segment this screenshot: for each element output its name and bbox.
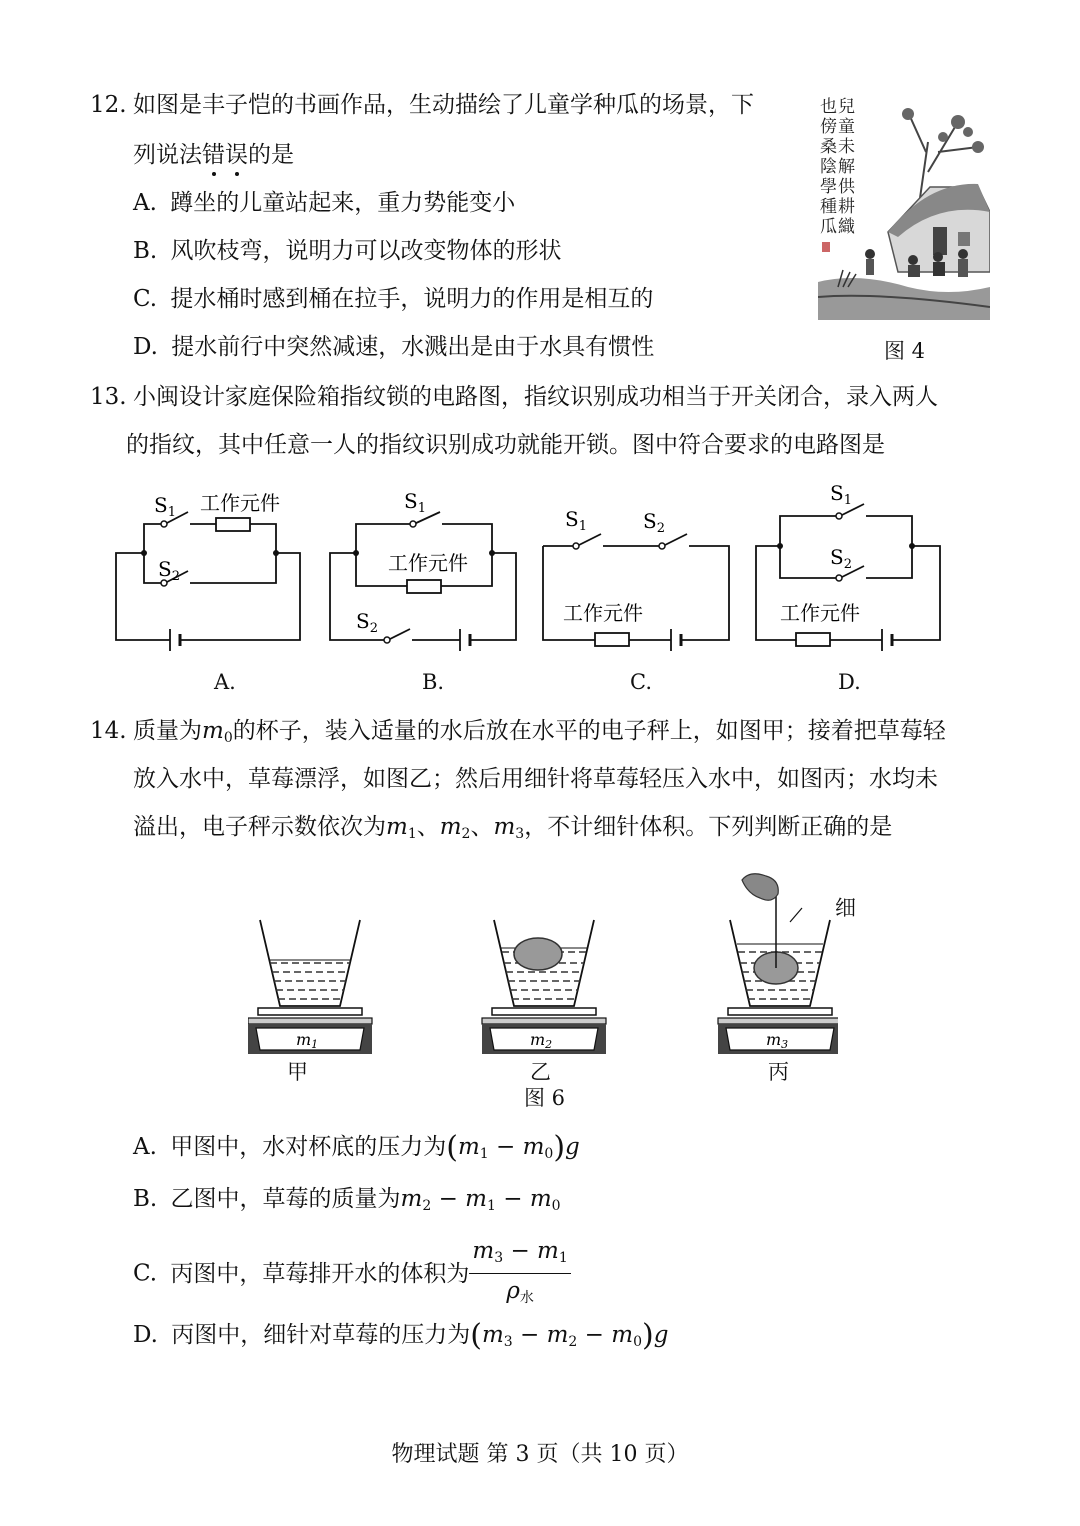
svg-text:未: 未 bbox=[838, 137, 855, 157]
q14-option-c[interactable] bbox=[133, 1238, 571, 1311]
q14-option-d[interactable]: D. 丙图中，细针对草莓的压力为$(m_3 - m_2 - m_0)g$ bbox=[133, 1318, 669, 1353]
var-sub: 水 bbox=[519, 1290, 534, 1306]
option-text: 甲图中，水对杯底的压力为 bbox=[170, 1134, 447, 1160]
circuit-a-label: A. bbox=[214, 670, 236, 694]
svg-text:也: 也 bbox=[820, 97, 837, 117]
var-m: m bbox=[457, 1134, 480, 1160]
option-label: C. bbox=[133, 286, 158, 312]
var-sub: 1 bbox=[558, 1250, 568, 1266]
option-label: A. bbox=[133, 1134, 157, 1160]
var-sub: 0 bbox=[223, 730, 233, 746]
scales-figure bbox=[248, 868, 838, 1083]
option-text: 丙图中，细针对草莓的压力为 bbox=[171, 1322, 471, 1348]
q12-option-d[interactable] bbox=[133, 332, 654, 362]
option-label: B. bbox=[133, 1186, 158, 1212]
minus-sign: − bbox=[584, 1322, 604, 1348]
q14-line3-post: ，不计细针体积。下列判断正确的是 bbox=[524, 814, 893, 840]
q14-figure-caption: 图 6 bbox=[524, 1086, 566, 1110]
var-m1: m bbox=[386, 814, 408, 840]
var-m: m bbox=[400, 1186, 423, 1212]
label-component: 工作元件 bbox=[200, 491, 280, 515]
scale-label-bing: 丙 bbox=[768, 1060, 789, 1084]
svg-text:m1: m1 bbox=[296, 1030, 319, 1051]
q14-option-a[interactable]: A. 甲图中，水对杯底的压力为$(m_1 - m_0)g$ bbox=[133, 1130, 580, 1165]
var-g: g bbox=[653, 1322, 669, 1348]
option-text: 蹲坐的儿童站起来，重力势能变小 bbox=[170, 190, 516, 216]
svg-text:學: 學 bbox=[820, 177, 837, 197]
var-m: m bbox=[472, 1238, 495, 1264]
q12-stem-pre: 列说法 bbox=[133, 142, 202, 168]
svg-text:m2: m2 bbox=[530, 1030, 553, 1051]
var-m: m bbox=[481, 1322, 504, 1348]
var-m: m bbox=[529, 1186, 552, 1212]
svg-text:S1: $S_1$ bbox=[830, 481, 852, 508]
q12-option-b[interactable] bbox=[133, 236, 562, 266]
needle-label: 细 bbox=[835, 896, 856, 920]
svg-text:S1: $S_1$ bbox=[404, 489, 426, 516]
q12-emph-text: 错误 bbox=[202, 142, 248, 168]
circuit-b-label: B. bbox=[422, 670, 445, 694]
svg-text:S2: $S_2$ bbox=[356, 609, 378, 636]
label-s2: $S_2$ bbox=[158, 557, 180, 584]
circuit-c-label: C. bbox=[630, 670, 652, 694]
svg-text:供: 供 bbox=[838, 177, 855, 197]
var-sub: 3 bbox=[494, 1250, 504, 1266]
option-label: D. bbox=[133, 1322, 158, 1348]
svg-text:種: 種 bbox=[820, 197, 837, 217]
q14-option-b[interactable] bbox=[133, 1184, 561, 1221]
option-label: B. bbox=[133, 238, 158, 264]
var-sub: 0 bbox=[551, 1198, 561, 1214]
svg-text:織: 織 bbox=[838, 217, 855, 237]
var-m: m bbox=[611, 1322, 634, 1348]
q14-line3 bbox=[133, 812, 892, 849]
var-sub2: 2 bbox=[461, 826, 471, 842]
var-sub3: 3 bbox=[515, 826, 525, 842]
var-sub: 1 bbox=[486, 1198, 496, 1214]
page-footer: 物理试题 第 3 页（共 10 页） bbox=[391, 1442, 689, 1467]
circuit-d-label: D. bbox=[838, 670, 861, 694]
option-text: 乙图中，草莓的质量为 bbox=[170, 1186, 401, 1212]
option-text: 风吹枝弯，说明力可以改变物体的形状 bbox=[170, 238, 562, 264]
var-sub: 3 bbox=[503, 1334, 513, 1350]
var-rho: ρ bbox=[506, 1278, 520, 1304]
minus-sign: − bbox=[520, 1322, 540, 1348]
q14-line1-post: 的杯子，装入适量的水后放在水平的电子秤上，如图甲；接着把草莓轻 bbox=[232, 718, 946, 744]
q13-number: 13. bbox=[90, 384, 127, 410]
q12-stem-line2 bbox=[133, 140, 294, 170]
q12-number: 12. bbox=[90, 92, 127, 118]
q12-figure-caption: 图 4 bbox=[884, 339, 926, 363]
svg-text:工作元件: 工作元件 bbox=[563, 601, 643, 625]
svg-text:耕: 耕 bbox=[838, 197, 855, 217]
var-sub: 2 bbox=[422, 1198, 432, 1214]
minus-sign: − bbox=[438, 1186, 458, 1212]
var-sub: 0 bbox=[633, 1334, 642, 1350]
var-m3: m bbox=[493, 814, 516, 840]
var-sub1: 1 bbox=[407, 826, 417, 842]
minus-sign: − bbox=[496, 1134, 516, 1160]
option-label: D. bbox=[133, 334, 158, 360]
q12-option-a[interactable] bbox=[133, 188, 515, 218]
var-sub: 0 bbox=[544, 1146, 554, 1162]
scale-label-jia: 甲 bbox=[287, 1060, 308, 1084]
svg-text:解: 解 bbox=[838, 157, 855, 177]
var-m: m bbox=[465, 1186, 487, 1212]
var-m: m bbox=[202, 718, 224, 744]
var-g: g bbox=[565, 1134, 580, 1160]
svg-text:桑: 桑 bbox=[820, 137, 837, 157]
svg-text:S2: $S_2$ bbox=[830, 545, 852, 572]
option-text: 丙图中，草莓排开水的体积为 bbox=[170, 1260, 470, 1287]
svg-text:工作元件: 工作元件 bbox=[388, 551, 468, 575]
q14-line1 bbox=[133, 716, 946, 753]
circuit-c[interactable] bbox=[535, 488, 735, 656]
option-text: 提水桶时感到桶在拉手，说明力的作用是相互的 bbox=[170, 286, 654, 312]
q13-stem-line1: 小闽设计家庭保险箱指纹锁的电路图，指纹识别成功相当于开关闭合，录入两人 bbox=[133, 384, 938, 410]
svg-text:兒: 兒 bbox=[838, 97, 855, 117]
svg-text:童: 童 bbox=[838, 117, 855, 137]
q12-stem-line1: 如图是丰子恺的书画作品，生动描绘了儿童学种瓜的场景，下 bbox=[133, 92, 754, 118]
painting-image bbox=[818, 92, 990, 320]
svg-text:瓜: 瓜 bbox=[820, 217, 837, 237]
option-text: 提水前行中突然减速，水溅出是由于水具有惯性 bbox=[171, 334, 655, 360]
minus-sign: − bbox=[510, 1238, 530, 1264]
svg-text:S2: $S_2$ bbox=[643, 509, 665, 536]
var-m: m bbox=[522, 1134, 545, 1160]
svg-text:傍: 傍 bbox=[820, 117, 837, 137]
var-sub: 2 bbox=[568, 1334, 578, 1350]
q12-option-c[interactable] bbox=[133, 284, 653, 314]
svg-text:陰: 陰 bbox=[820, 157, 837, 177]
q14-number: 14. bbox=[90, 718, 127, 744]
q14-line1-pre: 质量为 bbox=[133, 718, 202, 744]
minus-sign: − bbox=[503, 1186, 523, 1212]
circuit-b[interactable] bbox=[322, 488, 522, 656]
q14-line2: 放入水中，草莓漂浮，如图乙；然后用细针将草莓轻压入水中，如图丙；水均未 bbox=[133, 766, 938, 792]
svg-text:m3: m3 bbox=[766, 1030, 789, 1051]
q12-emphasis bbox=[202, 142, 248, 168]
var-sub: 1 bbox=[479, 1146, 489, 1162]
q12-stem-post: 的是 bbox=[248, 142, 294, 168]
fraction bbox=[469, 1238, 570, 1311]
q14-line3-pre: 溢出，电子秤示数依次为 bbox=[133, 814, 386, 840]
circuit-d[interactable] bbox=[750, 480, 950, 656]
svg-text:工作元件: 工作元件 bbox=[780, 601, 860, 625]
scale-label-yi: 乙 bbox=[530, 1060, 551, 1084]
sep2: 、 bbox=[470, 814, 494, 840]
circuit-a[interactable] bbox=[108, 488, 308, 656]
var-m: m bbox=[537, 1238, 559, 1264]
var-m: m bbox=[546, 1322, 569, 1348]
q13-stem-line2: 的指纹，其中任意一人的指纹识别成功就能开锁。图中符合要求的电路图是 bbox=[126, 432, 885, 458]
sep1: 、 bbox=[416, 814, 440, 840]
var-m2: m bbox=[439, 814, 462, 840]
option-label: C. bbox=[133, 1260, 158, 1287]
svg-text:S1: $S_1$ bbox=[565, 507, 587, 534]
option-label: A. bbox=[133, 190, 157, 216]
label-s1: $S_1$ bbox=[154, 493, 176, 520]
